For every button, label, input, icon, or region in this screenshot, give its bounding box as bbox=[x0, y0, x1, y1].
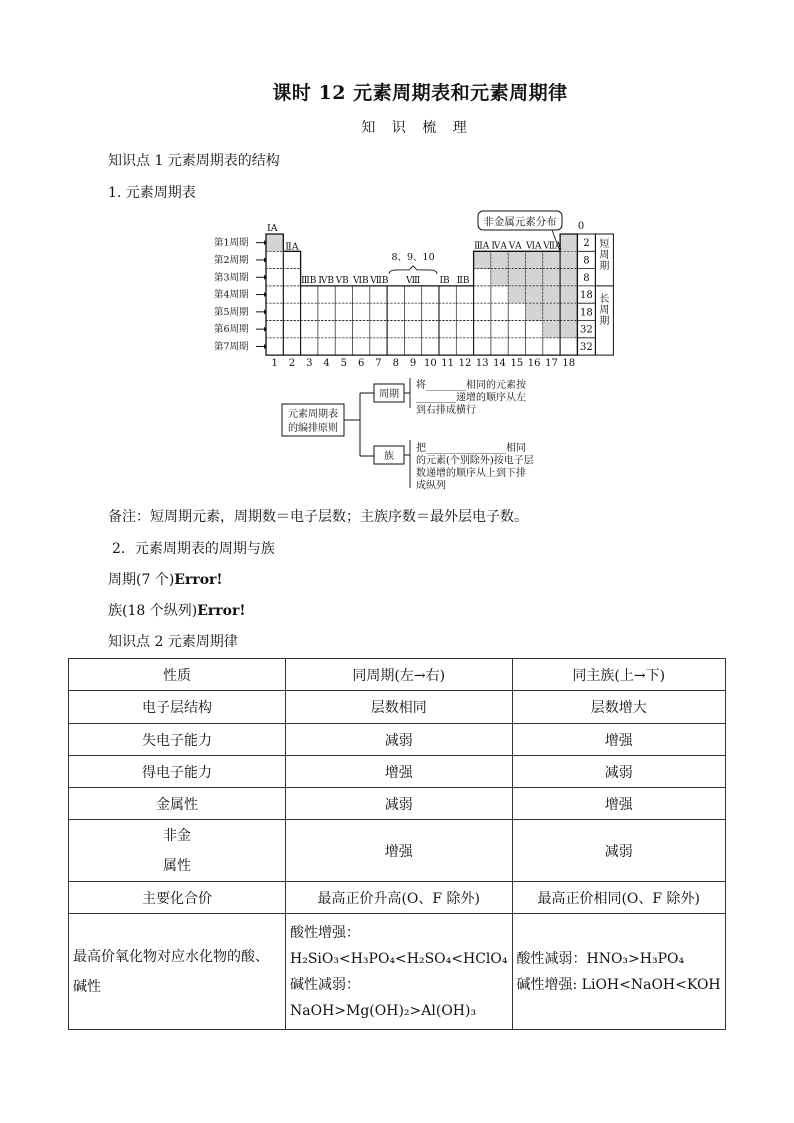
element-cell bbox=[526, 303, 543, 320]
table-cell: 增强 bbox=[286, 820, 513, 882]
element-cell bbox=[491, 269, 508, 286]
element-cell bbox=[543, 251, 560, 268]
table-cell: 增强 bbox=[512, 788, 726, 820]
element-cell bbox=[301, 338, 318, 355]
column-number: 16 bbox=[527, 358, 541, 369]
tree-connector bbox=[344, 393, 374, 456]
element-cell bbox=[266, 234, 283, 251]
element-cell bbox=[266, 286, 283, 303]
element-cell bbox=[404, 286, 421, 303]
element-cell bbox=[491, 321, 508, 338]
element-cell bbox=[526, 338, 543, 355]
principle-line-1: 元素周期表 bbox=[288, 409, 338, 420]
column-number: 8 bbox=[392, 358, 399, 369]
element-cell bbox=[318, 286, 335, 303]
element-cell bbox=[422, 286, 439, 303]
table-cell: 层数增大 bbox=[512, 691, 726, 724]
table-cell: 减弱 bbox=[512, 756, 726, 788]
period-line-text: 周期(7 个) bbox=[108, 572, 175, 588]
element-cell bbox=[491, 303, 508, 320]
element-cell bbox=[508, 338, 525, 355]
column-number: 1 bbox=[271, 358, 278, 369]
element-cell bbox=[439, 338, 456, 355]
column-number: 12 bbox=[458, 358, 472, 369]
element-cell bbox=[370, 286, 387, 303]
long-period-char: 长 bbox=[599, 293, 610, 305]
column-number: 4 bbox=[323, 358, 330, 369]
column-number: 13 bbox=[475, 358, 489, 369]
element-cell bbox=[301, 286, 318, 303]
element-cell bbox=[370, 303, 387, 320]
table-row bbox=[69, 820, 726, 882]
table-cell: 同周期(左→右) bbox=[286, 659, 513, 691]
knowledge-point-1: 知识点 1 元素周期表的结构 bbox=[108, 153, 280, 169]
element-cell bbox=[439, 321, 456, 338]
element-cell bbox=[526, 321, 543, 338]
element-cell bbox=[266, 303, 283, 320]
table-cell: 增强 bbox=[286, 756, 513, 788]
element-cell bbox=[560, 269, 577, 286]
element-cell bbox=[474, 269, 491, 286]
element-cell bbox=[543, 338, 560, 355]
period-label: 第4周期 bbox=[214, 289, 249, 301]
brace-icon bbox=[389, 266, 437, 274]
element-cell bbox=[560, 321, 577, 338]
element-cell bbox=[560, 303, 577, 320]
table-cell: 同主族(上→下) bbox=[512, 659, 726, 691]
element-cell bbox=[318, 303, 335, 320]
column-number: 2 bbox=[288, 358, 296, 369]
table-row bbox=[69, 691, 726, 724]
element-cell bbox=[491, 251, 508, 268]
period-label: 第2周期 bbox=[214, 254, 249, 266]
knowledge-point-2: 知识点 2 元素周期律 bbox=[108, 634, 238, 650]
column-number: 11 bbox=[441, 358, 455, 369]
table-cell: 增强 bbox=[512, 724, 726, 756]
short-period-char: 周 bbox=[599, 250, 610, 261]
element-cell bbox=[422, 303, 439, 320]
table-cell: 金属性 bbox=[69, 788, 286, 820]
element-cell bbox=[387, 286, 404, 303]
element-cell bbox=[266, 338, 283, 355]
table-row bbox=[69, 914, 726, 1030]
element-cell bbox=[283, 321, 300, 338]
group-label-IA: ⅠA bbox=[267, 223, 278, 234]
element-cell bbox=[335, 286, 352, 303]
long-period-char: 周 bbox=[599, 304, 610, 316]
element-cell bbox=[387, 338, 404, 355]
group-label-a: ⅢA bbox=[474, 241, 490, 252]
table-row bbox=[69, 724, 726, 756]
group-label-IIA: ⅡA bbox=[285, 241, 299, 253]
group-label-a: ⅣA bbox=[491, 241, 507, 252]
element-cell bbox=[335, 321, 352, 338]
period-count: 18 bbox=[580, 290, 593, 302]
element-cell bbox=[474, 338, 491, 355]
section-subtitle: 知 识 梳 理 bbox=[361, 120, 473, 136]
nonmetal-callout: 非金属元素分布 bbox=[483, 216, 557, 228]
element-cell bbox=[491, 286, 508, 303]
element-cell bbox=[353, 286, 370, 303]
element-cell bbox=[560, 286, 577, 303]
table-cell: 最高正价相同(O、F 除外) bbox=[512, 882, 726, 914]
column-number: 18 bbox=[562, 358, 576, 369]
element-cell bbox=[456, 286, 473, 303]
element-cell bbox=[491, 338, 508, 355]
element-cell bbox=[283, 303, 300, 320]
period-count: 32 bbox=[580, 341, 593, 353]
element-cell bbox=[283, 251, 300, 268]
table-cell: 主要化合价 bbox=[69, 882, 286, 914]
table-header-row bbox=[69, 659, 726, 691]
element-cell bbox=[387, 321, 404, 338]
column-number: 7 bbox=[375, 358, 382, 369]
element-cell bbox=[318, 321, 335, 338]
element-cell bbox=[474, 251, 491, 268]
element-cell bbox=[560, 234, 577, 251]
element-cell bbox=[283, 269, 300, 286]
principle-line-2: 的编排原则 bbox=[288, 423, 338, 434]
group-label-b: ⅥB bbox=[353, 275, 369, 286]
element-cell bbox=[474, 286, 491, 303]
element-cell bbox=[508, 321, 525, 338]
period-box-label: 周期 bbox=[379, 389, 399, 400]
table-row bbox=[69, 756, 726, 788]
element-cell bbox=[456, 338, 473, 355]
group-VIII-note: 8、9、10 bbox=[391, 252, 435, 263]
element-cell bbox=[422, 321, 439, 338]
table-cell: 减弱 bbox=[286, 788, 513, 820]
element-cell bbox=[266, 251, 283, 268]
group-label-b: ⅢB bbox=[301, 275, 317, 286]
period-desc-line: 到右排成横行 bbox=[416, 405, 476, 416]
period-desc-line: ________递增的顺序从左 bbox=[416, 392, 526, 404]
element-cell bbox=[508, 269, 525, 286]
group-label-b2: ⅠB bbox=[439, 275, 450, 286]
table-cell: 酸性减弱：HNO₃>H₃PO₄ 碱性增强: LiOH<NaOH<KOH bbox=[512, 914, 726, 1030]
element-cell bbox=[439, 286, 456, 303]
element-cell bbox=[526, 251, 543, 268]
table-cell: 得电子能力 bbox=[69, 756, 286, 788]
element-cell bbox=[335, 338, 352, 355]
element-cell bbox=[301, 303, 318, 320]
element-cell bbox=[422, 338, 439, 355]
element-cell bbox=[404, 321, 421, 338]
family-desc-line: 把________________相同 bbox=[416, 443, 526, 454]
group-label-b: ⅤB bbox=[335, 275, 349, 286]
element-cell bbox=[283, 286, 300, 303]
element-cell bbox=[543, 269, 560, 286]
table-cell: 性质 bbox=[69, 659, 286, 691]
period-label: 第1周期 bbox=[214, 237, 249, 249]
table-cell: 电子层结构 bbox=[69, 691, 286, 724]
period-count: 8 bbox=[583, 255, 590, 267]
column-number: 14 bbox=[493, 358, 506, 369]
short-period-char: 期 bbox=[599, 261, 610, 272]
element-cell bbox=[543, 303, 560, 320]
period-label: 第7周期 bbox=[214, 341, 249, 353]
table-row bbox=[69, 882, 726, 914]
element-cell bbox=[560, 338, 577, 355]
element-cell bbox=[439, 303, 456, 320]
element-cell bbox=[318, 338, 335, 355]
period-count: 32 bbox=[580, 324, 593, 336]
column-number: 10 bbox=[423, 358, 437, 369]
column-number: 17 bbox=[545, 358, 558, 369]
family-desc-line: 的元素(个别除外)按电子层 bbox=[416, 455, 534, 467]
element-cell bbox=[456, 303, 473, 320]
element-cell bbox=[335, 303, 352, 320]
table-cell: 非金 属性 bbox=[69, 820, 286, 882]
family-box-label: 族 bbox=[384, 451, 394, 462]
element-cell bbox=[508, 303, 525, 320]
table-cell: 减弱 bbox=[512, 820, 726, 882]
short-period-char: 短 bbox=[599, 239, 610, 250]
column-number: 5 bbox=[340, 358, 348, 369]
column-number: 9 bbox=[409, 358, 417, 369]
element-cell bbox=[560, 251, 577, 268]
period-error: Error! bbox=[174, 572, 223, 588]
group-label-b2: ⅡB bbox=[456, 275, 470, 286]
element-cell bbox=[370, 338, 387, 355]
table-cell: 最高正价升高(O、F 除外) bbox=[286, 882, 513, 914]
long-period-char: 期 bbox=[599, 315, 610, 327]
table-cell: 最高价氧化物对应水化物的酸、碱性 bbox=[69, 914, 286, 1030]
group-label-0: 0 bbox=[577, 221, 585, 232]
column-number: 3 bbox=[306, 358, 313, 369]
periodic-law-table bbox=[68, 658, 726, 1030]
element-cell bbox=[301, 321, 318, 338]
note-line: 备注：短周期元素，周期数＝电子层数；主族序数＝最外层电子数。 bbox=[108, 509, 528, 525]
section-2-heading: 2．元素周期表的周期与族 bbox=[112, 541, 275, 557]
element-cell bbox=[543, 286, 560, 303]
element-cell bbox=[474, 321, 491, 338]
period-count: 2 bbox=[583, 238, 590, 250]
period-line bbox=[108, 569, 223, 589]
element-cell bbox=[456, 321, 473, 338]
element-cell bbox=[353, 303, 370, 320]
element-cell bbox=[526, 269, 543, 286]
table-cell: 失电子能力 bbox=[69, 724, 286, 756]
element-cell bbox=[370, 321, 387, 338]
element-cell bbox=[283, 338, 300, 355]
period-count: 8 bbox=[583, 272, 590, 284]
group-label-b: ⅣB bbox=[318, 275, 335, 286]
table-row bbox=[69, 788, 726, 820]
element-cell bbox=[526, 286, 543, 303]
section-1-heading: 1. 元素周期表 bbox=[108, 185, 196, 201]
group-label-a: ⅦA bbox=[543, 241, 562, 252]
tree-brace bbox=[404, 378, 410, 488]
period-label: 第5周期 bbox=[214, 306, 249, 318]
page-title: 课时 12 元素周期表和元素周期律 bbox=[272, 82, 568, 104]
element-cell bbox=[474, 303, 491, 320]
family-desc-line: 成纵列 bbox=[416, 480, 446, 492]
element-cell bbox=[508, 251, 525, 268]
element-cell bbox=[266, 269, 283, 286]
family-desc-line: 数递增的顺序从上到下排 bbox=[416, 468, 526, 479]
column-number: 6 bbox=[357, 358, 365, 369]
column-number: 15 bbox=[510, 358, 524, 369]
table-cell: 层数相同 bbox=[286, 691, 513, 724]
group-label-b: ⅦB bbox=[370, 275, 389, 286]
element-cell bbox=[353, 338, 370, 355]
table-cell: 减弱 bbox=[286, 724, 513, 756]
periodic-table-figure bbox=[0, 0, 794, 500]
period-count: 18 bbox=[580, 307, 593, 319]
family-line-text: 族(18 个纵列) bbox=[108, 603, 198, 619]
element-cell bbox=[266, 321, 283, 338]
family-line bbox=[108, 600, 246, 620]
element-cell bbox=[404, 303, 421, 320]
group-label-VIII: Ⅷ bbox=[405, 275, 421, 286]
period-label: 第3周期 bbox=[214, 272, 249, 284]
period-desc-line: 将________相同的元素按 bbox=[416, 380, 526, 391]
element-cell bbox=[404, 338, 421, 355]
element-cell bbox=[353, 321, 370, 338]
family-error: Error! bbox=[197, 603, 246, 619]
table-cell: 酸性增强： H₂SiO₃<H₃PO₄<H₂SO₄<HClO₄ 碱性减弱： NaOH>Mg(OH)₂>Al(OH)₃ bbox=[286, 914, 513, 1030]
element-cell bbox=[543, 321, 560, 338]
period-label: 第6周期 bbox=[214, 324, 249, 336]
element-cell bbox=[508, 286, 525, 303]
group-label-a: ⅥA bbox=[526, 241, 542, 252]
element-cell bbox=[387, 303, 404, 320]
group-label-a: ⅤA bbox=[508, 241, 522, 252]
